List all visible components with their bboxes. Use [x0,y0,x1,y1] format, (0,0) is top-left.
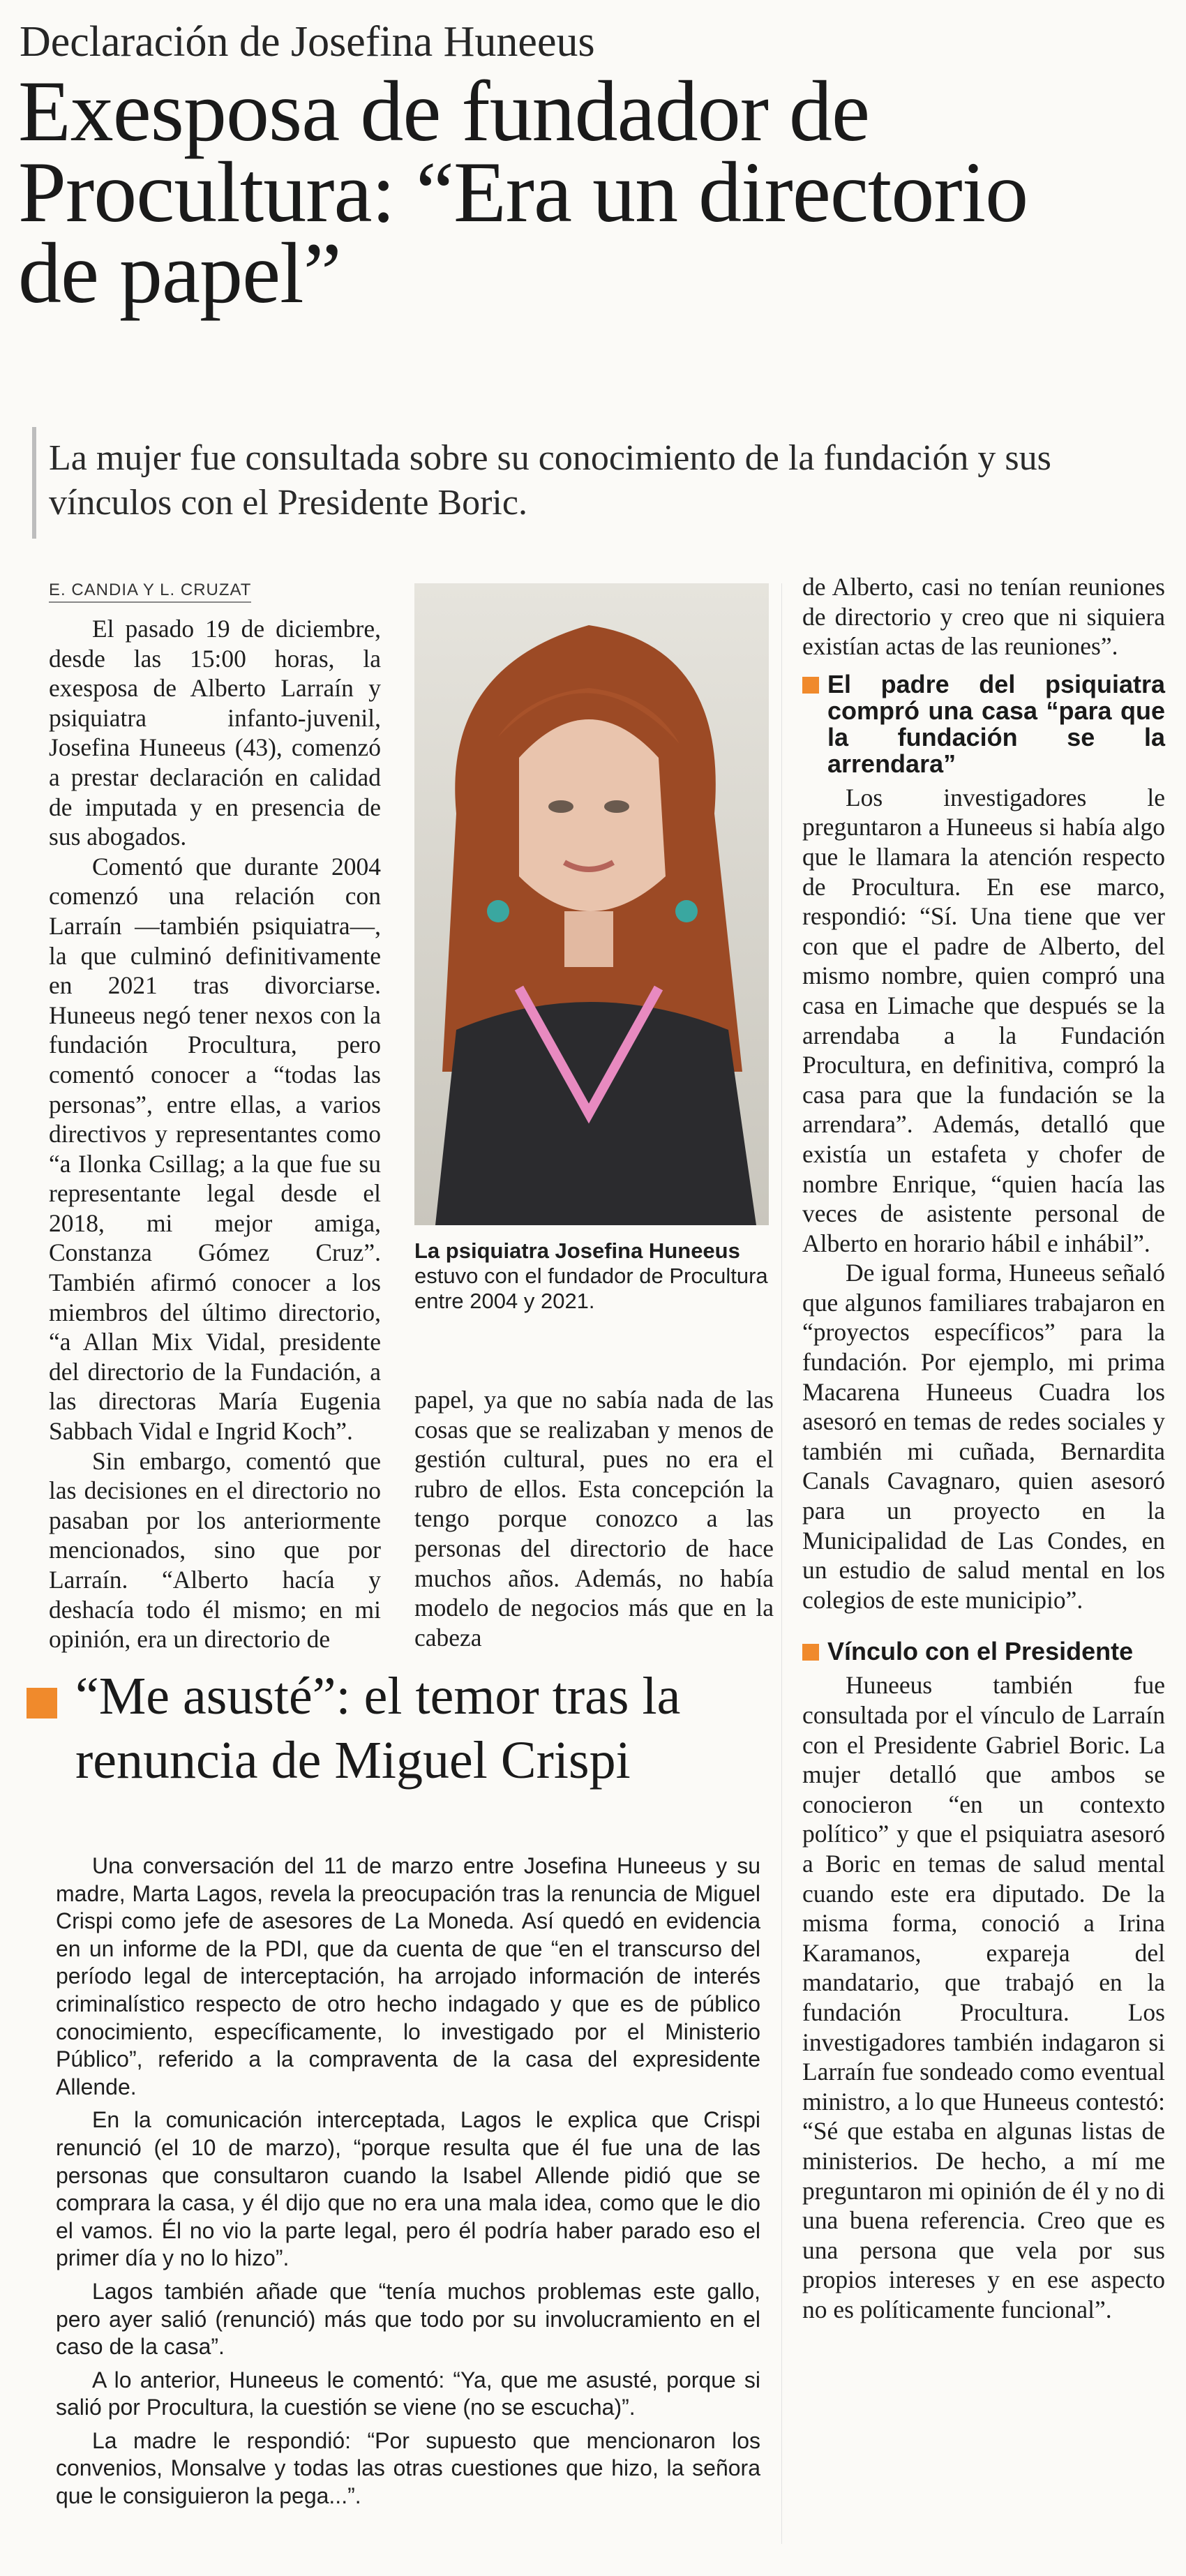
box-paragraph: Una conversación del 11 de marzo entre Josefina Huneeus y su madre, Marta Lagos, revela la preocupación tras la renuncia de Miguel Crispi como jefe de asesores de La Moneda. Así quedó en evidencia en un informe de la PDI, que da cuenta de que “en el transcurso del período legal de interceptación, ha arrojado información de interés criminalístico respecto de otro hecho indagado y que es de público conocimiento, específicamente, lo investigado por el Ministerio Público”, referido a la compraventa de la casa del expresidente Allende. [56,1853,760,2099]
deck: La mujer fue consultada sobre su conocimiento de la fundación y sus vínculos con el Presidente Boric. [49,438,1051,523]
box-paragraph: Lagos también añade que “tenía muchos problemas este gallo, pero ayer salió (renunció) más que todo por su involucramiento en el caso de la casa”. [56,2278,760,2360]
col3-paragraph: De igual forma, Huneeus señaló que algunos familiares trabajaron en “proyectos específicos” para la fundación. Por ejemplo, mi prima Macarena Huneeus Cuadra los asesoró en temas de redes sociales y también mi cuñada, Bernardita Canals Cavagnaro, quien asesoró para un proyecto en la Municipalidad de Las Condes, en un estudio de salud mental en los colegios de este municipio”. [802,1259,1165,1614]
col1-paragraph: El pasado 19 de diciembre, desde las 15:00 horas, la exesposa de Alberto Larraín y psiquiatra infanto-juvenil, Josefina Huneeus (43), comenzó a prestar declaración en calidad de imputada y en presencia de sus abogados. [49,615,381,851]
col3-paragraph: Los investigadores le preguntaron a Huneeus si había algo que le llamara la atención respecto de Procultura. En ese marco, respondió: “Sí. Una tiene que ver con que el padre de Alberto, del mismo nombre, quien compró una casa en Limache que después se la arrendaba a la Fundación Procultura, en definitiva, compró la casa para que la fundación se la arrendara”. Además, detalló que existía un estafeta y chofer de nombre Enrique, “quien hacía las veces de asistente personal de Alberto en horario hábil e inhábil”. [802,783,1165,1257]
photo-caption [414,1238,777,1314]
col2-paragraph: papel, ya que no sabía nada de las cosas que se realizaban y menos de gestión cultural, pues no era el rubro de ellos. Esta concepción la tengo porque conozco a las personas del directorio de hace muchos años. Además, no había modelo de negocios más que en la cabeza [414,1386,774,1652]
box-title [20,1664,815,1792]
col1-paragraph: Sin embargo, comentó que las decisiones en el directorio no pasaban por los anteriormente mencionados, sino que por Larraín. “Alberto hacía y deshacía todo él mismo; en mi opinión, era un directorio de [49,1446,381,1654]
orange-square-icon [802,677,819,694]
column-divider [781,583,782,2544]
byline: E. CANDIA Y L. CRUZAT [49,581,251,603]
orange-square-icon [27,1688,57,1718]
box-body [56,1852,760,2516]
col3-paragraph: Huneeus también fue consultada por el vínculo de Larraín con el Presidente Gabriel Boric. La mujer detalló que ambos se conocieron “en un contexto político” y que el psiquiatra asesoró a Boric en temas de salud mental cuando este era diputado. De la misma forma, conoció a Irina Karamanos, expareja del mandatario, que trabajó en la fundación Procultura. Los investigadores también indagaron si Larraín fue sondeado como eventual ministro, a lo que Huneeus contestó: “Sé que estaba en algunas listas de ministerios. De hecho, a mí me preguntaron mi opinión de él y no di una buena referencia. Creo que es una persona que vela por sus propios intereses y en ese aspecto no es políticamente funcional”. [802,1671,1165,2323]
portrait-photo [414,583,769,1225]
kicker: Declaración de Josefina Huneeus [20,18,595,66]
column-2 [414,1385,774,1652]
caption-bold: La psiquiatra Josefina Huneeus [414,1238,740,1263]
subhead-text: Vínculo con el Presidente [827,1637,1134,1666]
box-paragraph: La madre le respondió: “Por supuesto que mencionaron los convenios, Monsalve y todas las otras cuestiones que hizo, la señora que le consiguieron la pega...”. [56,2427,760,2509]
column-3 [802,572,1165,2324]
col3-intro: de Alberto, casi no tenían reuniones de directorio y creo que ni siquiera existían actas de las reuniones”. [802,573,1165,661]
subhead-text: El padre del psiquiatra compró una casa “para que la fundación se la arrendara” [827,669,1165,778]
col1-paragraph: Comentó que durante 2004 comenzó una relación con Larraín —también psiquiatra—, la que culminó definitivamente en 2021 tras divorciarse. Huneeus negó tener nexos con la fundación Procultura, pero comentó conocer a “todas las personas”, entre ellas, a varios directivos y representantes como “a Ilonka Csillag; a la que fue su representante legal desde el 2018, mi mejor amiga, Constanza Gómez Cruz”. También afirmó conocer a los miembros del último directorio, “a Allan Mix Vidal, presidente del directorio de la Fundación, a las directoras María Eugenia Sabbach Vidal e Ingrid Koch”. [49,852,381,1446]
orange-square-icon [802,1644,819,1661]
subhead-padre [802,671,1165,777]
deck-rule [32,427,36,539]
subhead-vinculo [802,1638,1165,1665]
box-paragraph: A lo anterior, Huneeus le comentó: “Ya, que me asusté, porque si salió por Procultura, la cuestión se viene (no se escucha)”. [56,2367,760,2420]
portrait-illustration [414,583,769,1225]
headline: Exesposa de fundador de Procultura: “Era un directorio de papel” [18,63,1028,321]
box-title-text: “Me asusté”: el temor tras la renuncia de Miguel Crispi [75,1667,681,1790]
column-1 [49,614,381,1654]
caption-text: estuvo con el fundador de Procultura entre 2004 y 2021. [414,1264,768,1313]
box-paragraph: En la comunicación interceptada, Lagos le explica que Crispi renunció (el 10 de marzo), “porque resulta que él fue una de las personas que consultaron cuando la Isabel Allende pidió que se comprara la casa, y él dijo que no era una mala idea, como que le dio el vamos. Él no vio la parte legal, pero él podría haber parado eso el primer día y no lo hizo”. [56,2107,760,2271]
